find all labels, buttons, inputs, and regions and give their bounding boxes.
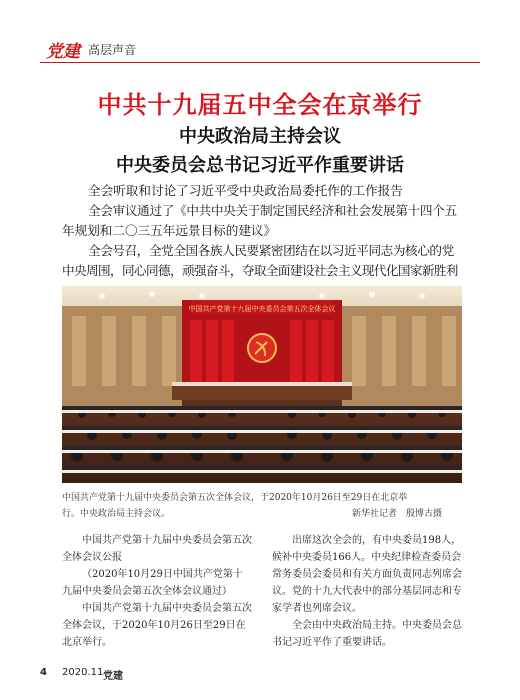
header-rule bbox=[40, 62, 480, 63]
stage-banner: 中国共产党第十九届中央委员会第五次全体会议 bbox=[188, 305, 336, 313]
left-column bbox=[62, 532, 252, 651]
headline: 中共十九届五中全会在京举行 bbox=[97, 91, 423, 119]
session-photo bbox=[62, 286, 462, 483]
attendance-paragraph: 出席这次全会的，有中央委员198人，候补中央委员166人。中央纪律检查委员会常务委员会委员和有关方面负责同志列席会议。党的十九大代表中的部分基层同志和专家学者也列席会议。 bbox=[272, 535, 462, 614]
lead-line-3: 年规划和二〇三五年远景目标的建议》 bbox=[62, 223, 277, 238]
subhead-1: 中央政治局主持会议 bbox=[179, 126, 341, 147]
lead-line-2: 全会审议通过了《中共中央关于制定国民经济和社会发展第十四个五 bbox=[88, 203, 457, 218]
lead-line-5: 中央周围，同心同德，顽强奋斗，夺取全面建设社会主义现代化国家新胜利 bbox=[62, 263, 458, 278]
lead-line-4: 全会号召，全党全国各族人民要紧密团结在以习近平同志为核心的党 bbox=[88, 243, 454, 258]
lead-line-1: 全会听取和讨论了习近平受中央政治局委托作的工作报告 bbox=[88, 183, 403, 198]
issue-date: 2020.11 bbox=[62, 667, 104, 678]
footer-magazine-name: 党建 bbox=[103, 671, 123, 682]
subhead-2: 中央委员会总书记习近平作重要讲话 bbox=[116, 155, 404, 176]
meeting-hall-illustration bbox=[62, 286, 462, 483]
photo-caption-line-1: 中国共产党第十九届中央委员会第五次全体会议，于2020年10月26日至29日在北京举 bbox=[62, 493, 408, 503]
section-title: 高层声音 bbox=[88, 43, 137, 57]
communique-paragraph: 中国共产党第十九届中央委员会第五次全体会议，于2020年10月26日至29日在北京举行。 bbox=[62, 603, 252, 648]
photo-caption-line-2: 行。中央政治局主持会议。 bbox=[62, 509, 171, 519]
communique-adoption-note: （2020年10月29日中国共产党第十九届中央委员会第五次全体会议通过） bbox=[62, 569, 243, 597]
communique-title: 中国共产党第十九届中央委员会第五次全体会议公报 bbox=[62, 535, 252, 563]
page-number: 4 bbox=[40, 667, 47, 678]
right-column bbox=[272, 532, 462, 651]
magazine-logo: 党建 bbox=[46, 42, 80, 62]
chair-paragraph: 全会由中央政治局主持。中央委员会总书记习近平作了重要讲话。 bbox=[272, 620, 462, 648]
photo-credit: 新华社记者 殷博古摄 bbox=[352, 509, 443, 519]
